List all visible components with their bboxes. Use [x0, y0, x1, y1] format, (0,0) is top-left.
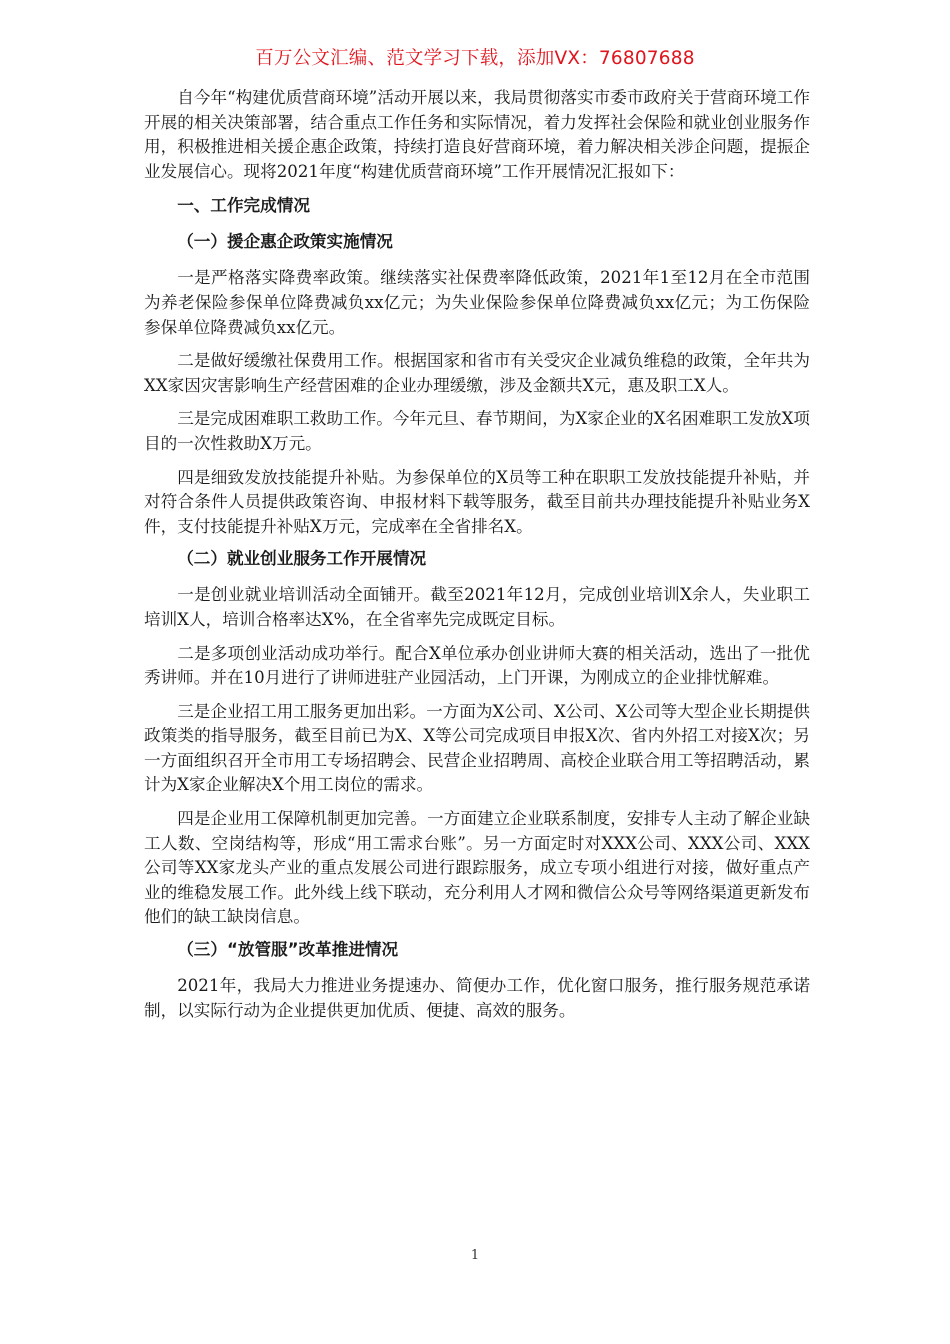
body-paragraph: 二是多项创业活动成功举行。配合X单位承办创业讲师大赛的相关活动，选出了一批优秀讲师。并在10月进行了讲师进驻产业园活动，上门开课，为刚成立的企业排忧解难。 — [144, 643, 810, 688]
body-paragraph: 一是严格落实降费率政策。继续落实社保费率降低政策，2021年1至12月在全市范围为养老保险参保单位降费减负xx亿元；为失业保险参保单位降费减负xx亿元；为工伤保险参保单位降费减负xx亿元。 — [144, 268, 810, 337]
body-paragraph: 三是完成困难职工救助工作。今年元旦、春节期间，为X家企业的X名困难职工发放X项目的一次性救助X万元。 — [144, 409, 811, 453]
body-paragraph: 二是做好缓缴社保费用工作。根据国家和省市有关受灾企业减负维稳的政策，全年共为XX家因灾害影响生产经营困难的企业办理缓缴，涉及金额共X元，惠及职工X人。 — [144, 351, 810, 395]
subsection-heading: （一）援企惠企政策实施情况 — [177, 232, 393, 252]
body-paragraph: 四是细致发放技能提升补贴。为参保单位的X员等工种在职职工发放技能提升补贴，并对符合条件人员提供政策咨询、申报材料下载等服务，截至目前共办理技能提升补贴业务X件，支付技能提升补贴X万元，完成率在全省排名X。 — [144, 467, 810, 536]
body-paragraph: 四是企业用工保障机制更加完善。一方面建立企业联系制度，安排专人主动了解企业缺工人数、空岗结构等，形成“用工需求台账”。另一方面定时对XXX公司、XXX公司、XXX公司等XX家龙头产业的重点发展公司进行跟踪服务，成立专项小组进行对接，做好重点产业的维稳发展工作。此外线上线下联动，充分利用人才网和微信公众号等网络渠道更新发布他们的缺工缺岗信息。 — [144, 809, 810, 927]
body-paragraph: 一是创业就业培训活动全面铺开。截至2021年12月，完成创业培训X余人，失业职工培训X人，培训合格率达X%，在全省率先完成既定目标。 — [144, 585, 810, 629]
subsection-heading: （三）“放管服”改革推进情况 — [177, 940, 399, 960]
section-heading: 一、工作完成情况 — [177, 196, 310, 216]
document-body — [144, 86, 810, 1032]
header-banner: 百万公文汇编、范文学习下载，添加VX：76807688 — [255, 48, 695, 69]
body-paragraph: 2021年，我局大力推进业务提速办、简便办工作，优化窗口服务，推行服务规范承诺制，以实际行动为企业提供更加优质、便捷、高效的服务。 — [144, 976, 810, 1020]
subsection-heading: （二）就业创业服务工作开展情况 — [177, 549, 427, 569]
intro-paragraph: 自今年“构建优质营商环境”活动开展以来，我局贯彻落实市委市政府关于营商环境工作开展的相关决策部署，结合重点工作任务和实际情况，着力发挥社会保险和就业创业服务作用，积极推进相关援企惠企政策，持续打造良好营商环境，着力解决相关涉企问题，提振企业发展信心。现将2021年度“构建优质营商环境”工作开展情况汇报如下： — [144, 88, 810, 181]
body-paragraph: 三是企业招工用工服务更加出彩。一方面为X公司、X公司、X公司等大型企业长期提供政策类的指导服务，截至目前已为X、X等公司完成项目申报X次、省内外招工对接X次；另一方面组织召开全市用工专场招聘会、民营企业招聘周、高校企业联合用工等招聘活动，累计为X家企业解决X个用工岗位的需求。 — [144, 701, 811, 795]
page-number: 1 — [470, 1248, 480, 1263]
